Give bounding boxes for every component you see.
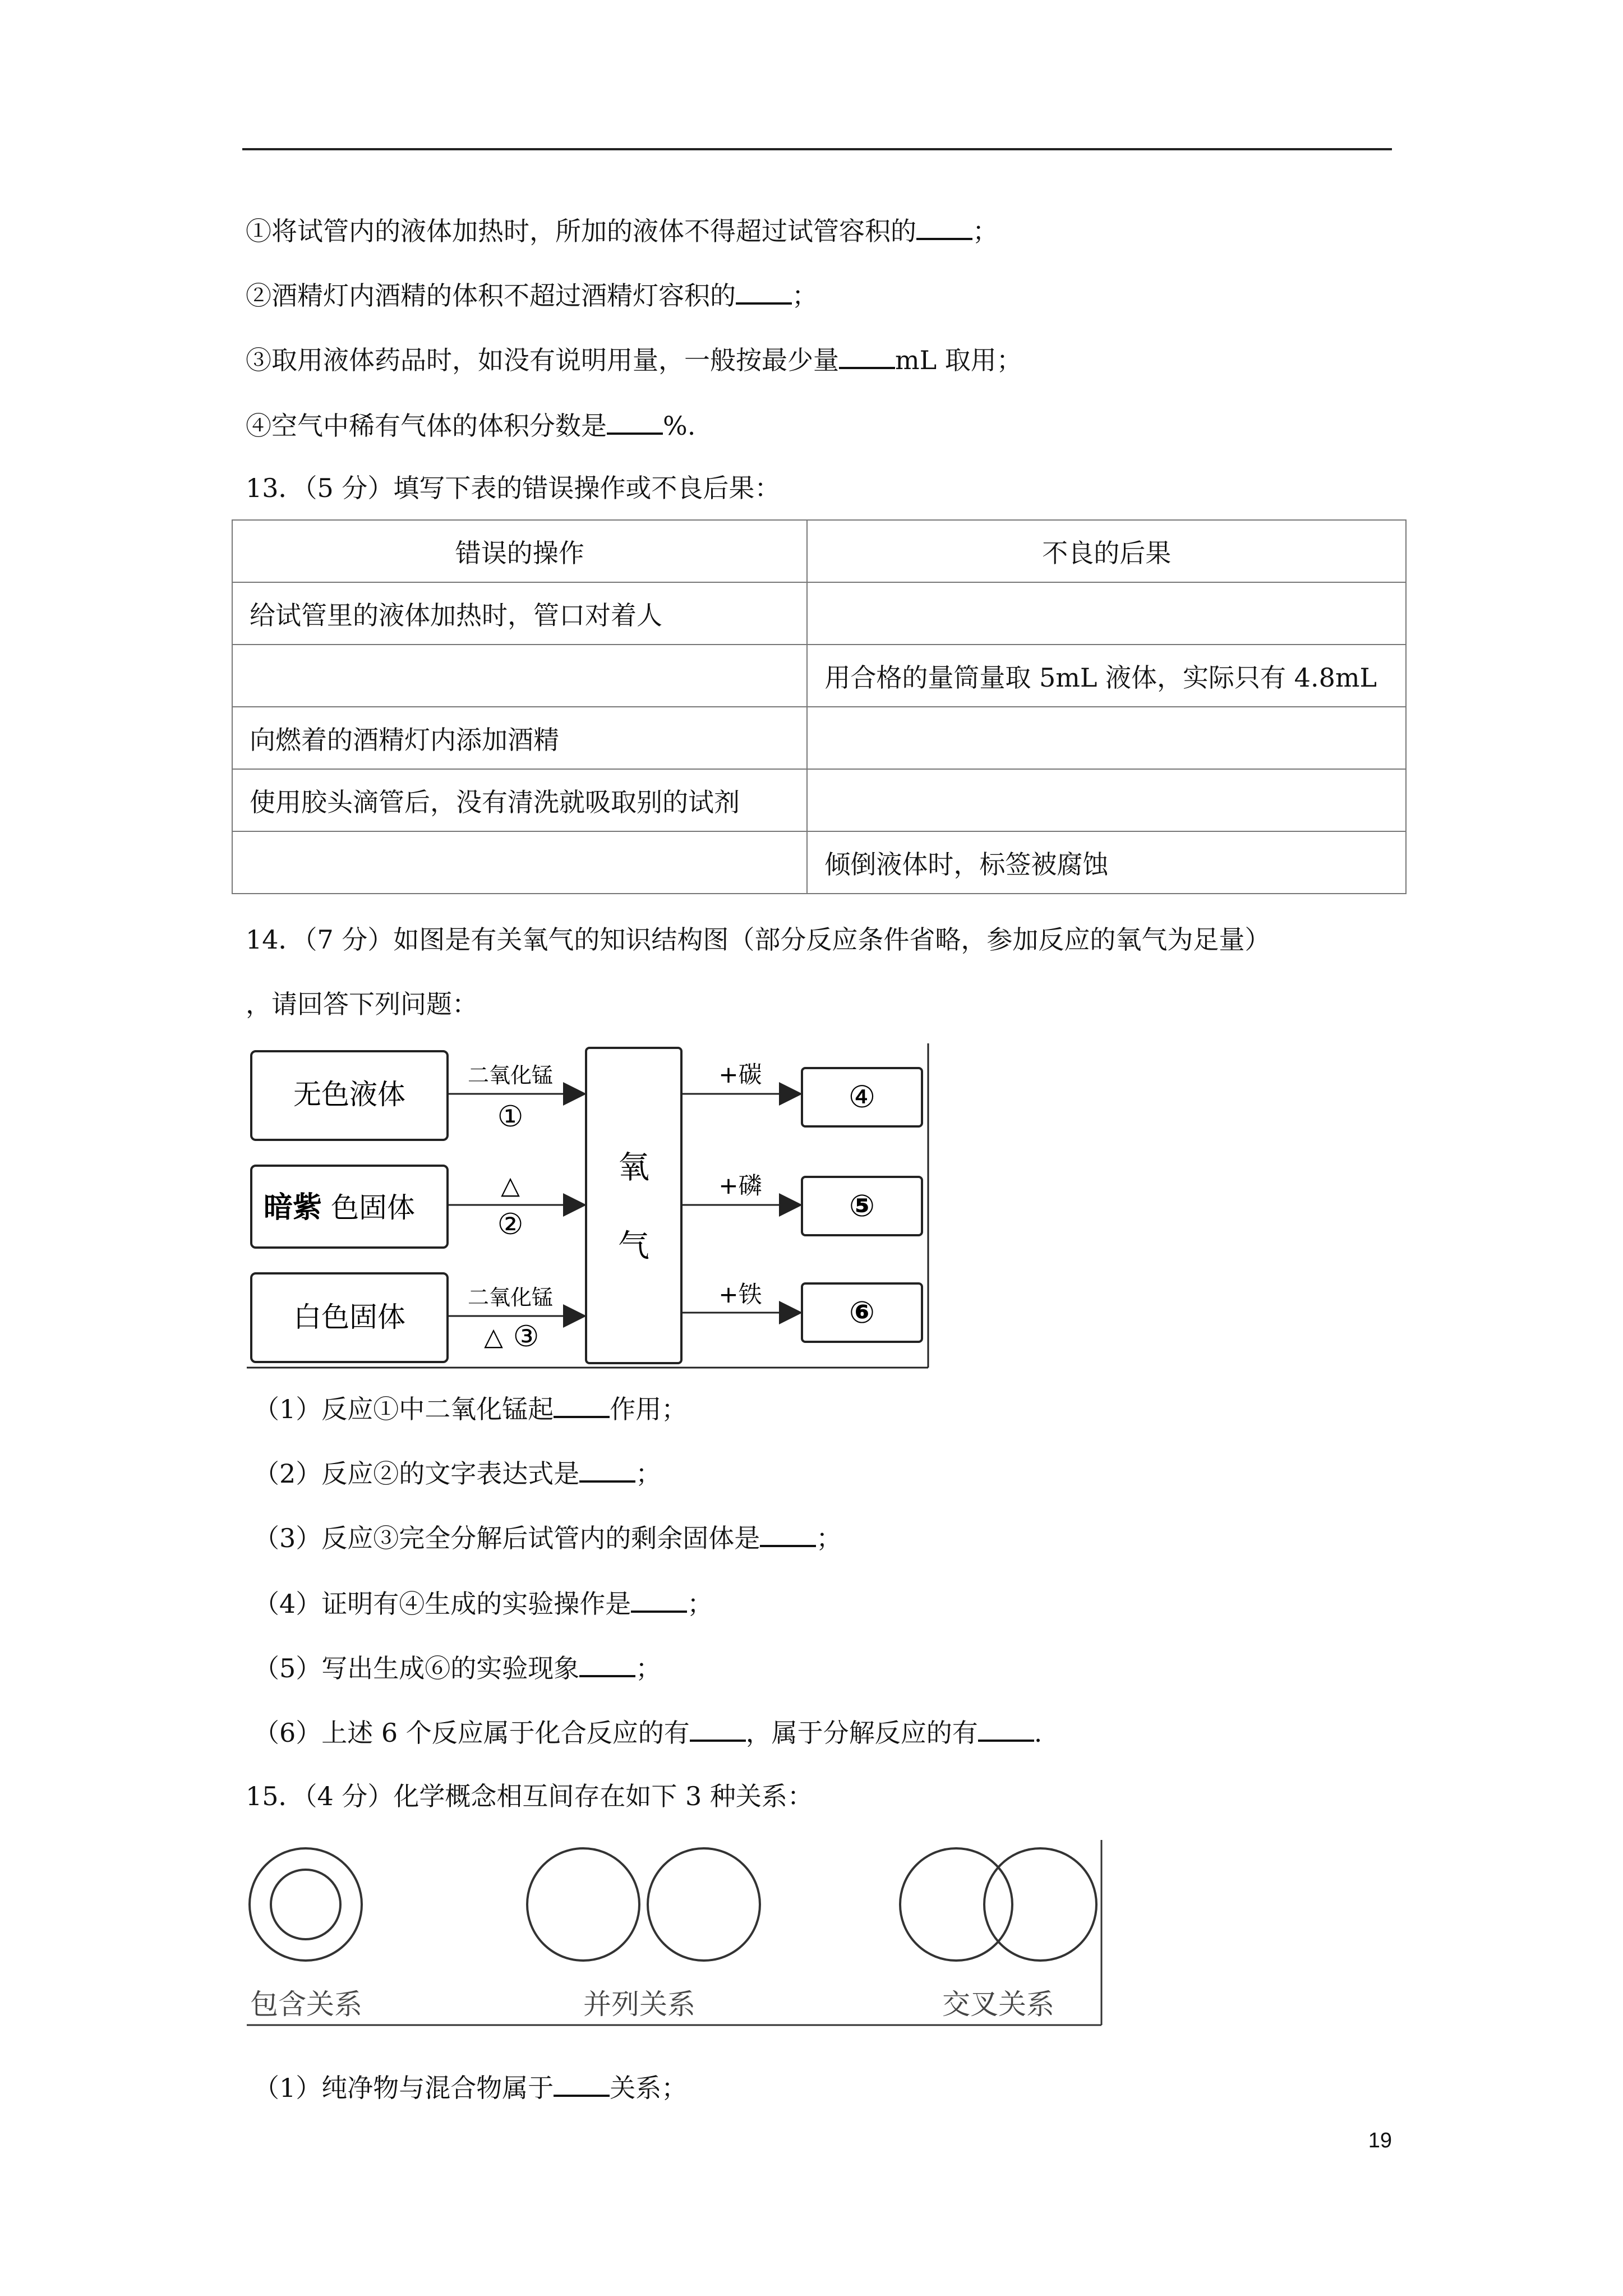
heat-symbol: △ — [484, 1323, 503, 1351]
reaction-number: ② — [497, 1208, 524, 1241]
table-row — [232, 582, 1406, 645]
q14-question-3 — [253, 1520, 842, 1555]
q14-title-line-1: 14．（7 分）如图是有关氧气的知识结构图（部分反应条件省略，参加反应的氧气为足量） — [246, 924, 1271, 955]
column-header-consequence: 不良的后果 — [807, 520, 1406, 582]
q12-item-2-text: ②酒精灯内酒精的体积不超过酒精灯容积的 — [246, 280, 736, 311]
header-rule — [242, 148, 1392, 150]
answer-blank[interactable] — [978, 1715, 1034, 1742]
consequence-cell[interactable] — [807, 769, 1406, 831]
q14-title-line-2: ，请回答下列问题： — [246, 989, 478, 1019]
reagent-label: +碳 — [718, 1061, 762, 1088]
operation-cell: 给试管里的液体加热时，管口对着人 — [232, 582, 807, 645]
question-text: （5）写出生成⑥的实验现象 — [253, 1653, 580, 1683]
answer-blank[interactable] — [554, 2070, 610, 2097]
q12-item-3-suffix: mL 取用； — [895, 345, 1022, 375]
question-suffix: ； — [816, 1523, 842, 1553]
outer-circle — [250, 1848, 362, 1961]
consequence-cell[interactable] — [807, 707, 1406, 769]
arrow-label-catalyst: 二氧化锰 — [467, 1285, 554, 1310]
question-text: （4）证明有④生成的实验操作是 — [253, 1589, 631, 1619]
reaction-number: ① — [497, 1100, 524, 1134]
oxygen-structure-diagram — [247, 1043, 931, 1374]
relation-label: 交叉关系 — [942, 1988, 1054, 2021]
concept-relationship-diagram — [247, 1840, 1105, 2031]
heat-symbol: △ — [501, 1171, 520, 1200]
consequence-cell: 倾倒液体时，标签被腐蚀 — [807, 831, 1406, 894]
q14-question-5 — [253, 1650, 661, 1685]
reactant-label: 白色固体 — [293, 1301, 405, 1333]
circle — [648, 1848, 760, 1961]
q15-question-1 — [253, 2070, 687, 2105]
circle — [527, 1848, 639, 1961]
product-number: ⑥ — [849, 1295, 875, 1330]
q12-item-3-text: ③取用液体药品时，如没有说明用量，一般按最少量 — [246, 345, 839, 375]
question-suffix: 作用； — [610, 1394, 688, 1424]
oxygen-label: 氧 — [618, 1149, 649, 1186]
answer-blank[interactable] — [839, 342, 895, 369]
table-row — [232, 707, 1406, 769]
answer-blank[interactable] — [736, 278, 792, 305]
q12-item-4-suffix: %. — [663, 411, 696, 441]
inner-circle — [271, 1870, 340, 1939]
oxygen-box — [586, 1048, 681, 1363]
column-header-operation: 错误的操作 — [232, 520, 807, 582]
reactant-label-bold: 暗紫 — [264, 1191, 322, 1225]
answer-blank[interactable] — [607, 408, 663, 435]
table-row — [232, 831, 1406, 894]
question-suffix: 关系； — [610, 2073, 688, 2103]
relation-label: 包含关系 — [250, 1988, 362, 2021]
q12-item-1-suffix: ； — [972, 216, 998, 246]
relation-label: 并列关系 — [583, 1988, 695, 2021]
question-text: （1）纯净物与混合物属于 — [253, 2073, 554, 2103]
answer-blank[interactable] — [690, 1715, 746, 1742]
answer-blank[interactable] — [916, 213, 972, 240]
cross-relation-figure — [900, 1848, 1096, 1961]
question-suffix: . — [1034, 1718, 1043, 1748]
reaction-number: ③ — [513, 1320, 540, 1354]
q12-item-2-suffix: ； — [792, 280, 818, 311]
q12-item-2 — [246, 278, 818, 312]
q14-question-6 — [253, 1715, 1042, 1750]
operation-cell: 使用胶头滴管后，没有清洗就吸取别的试剂 — [232, 769, 807, 831]
oxygen-label: 气 — [618, 1228, 649, 1264]
arrow-label-catalyst: 二氧化锰 — [467, 1063, 554, 1088]
circle — [984, 1848, 1096, 1961]
q14-question-2 — [253, 1456, 661, 1490]
reagent-label: +磷 — [718, 1172, 762, 1199]
q15-title: 15．（4 分）化学概念相互间存在如下 3 种关系： — [246, 1781, 813, 1811]
q13-title: 13．（5 分）填写下表的错误操作或不良后果： — [246, 473, 781, 503]
reactant-label: 色固体 — [331, 1191, 415, 1224]
operation-cell: 向燃着的酒精灯内添加酒精 — [232, 707, 807, 769]
inclusion-relation-figure — [250, 1848, 362, 1961]
table-header-row — [232, 520, 1406, 582]
question-text: （3）反应③完全分解后试管内的剩余固体是 — [253, 1523, 760, 1553]
q14-question-1 — [253, 1391, 687, 1426]
answer-blank[interactable] — [760, 1520, 816, 1547]
question-suffix: ； — [687, 1589, 713, 1619]
page-number: 19 — [1368, 2129, 1392, 2152]
answer-blank[interactable] — [579, 1456, 635, 1483]
question-text: ，属于分解反应的有 — [745, 1718, 978, 1748]
reactant-label: 无色液体 — [293, 1078, 405, 1111]
operation-cell[interactable] — [232, 831, 807, 894]
q14-question-4 — [253, 1586, 713, 1621]
question-text: （1）反应①中二氧化锰起 — [253, 1394, 554, 1424]
answer-blank[interactable] — [579, 1650, 635, 1677]
circle — [900, 1848, 1012, 1961]
q12-item-3 — [246, 342, 1022, 377]
error-operation-table — [232, 519, 1407, 894]
operation-cell[interactable] — [232, 645, 807, 707]
reagent-label: +铁 — [718, 1281, 762, 1308]
product-number: ⑤ — [849, 1188, 875, 1223]
table-row — [232, 769, 1406, 831]
q12-item-4 — [246, 408, 695, 443]
question-suffix: ； — [635, 1653, 662, 1683]
question-text: （6）上述 6 个反应属于化合反应的有 — [253, 1718, 690, 1748]
table-row — [232, 645, 1406, 707]
q12-item-4-text: ④空气中稀有气体的体积分数是 — [246, 411, 607, 441]
answer-blank[interactable] — [554, 1391, 610, 1418]
consequence-cell[interactable] — [807, 582, 1406, 645]
q12-item-1 — [246, 213, 998, 248]
q12-item-1-text: ①将试管内的液体加热时，所加的液体不得超过试管容积的 — [246, 216, 916, 246]
consequence-cell: 用合格的量筒量取 5mL 液体，实际只有 4.8mL — [807, 645, 1406, 707]
answer-blank[interactable] — [631, 1586, 687, 1613]
question-suffix: ； — [635, 1458, 662, 1489]
parallel-relation-figure — [527, 1848, 760, 1961]
question-text: （2）反应②的文字表达式是 — [253, 1458, 580, 1489]
product-number: ④ — [848, 1079, 876, 1115]
